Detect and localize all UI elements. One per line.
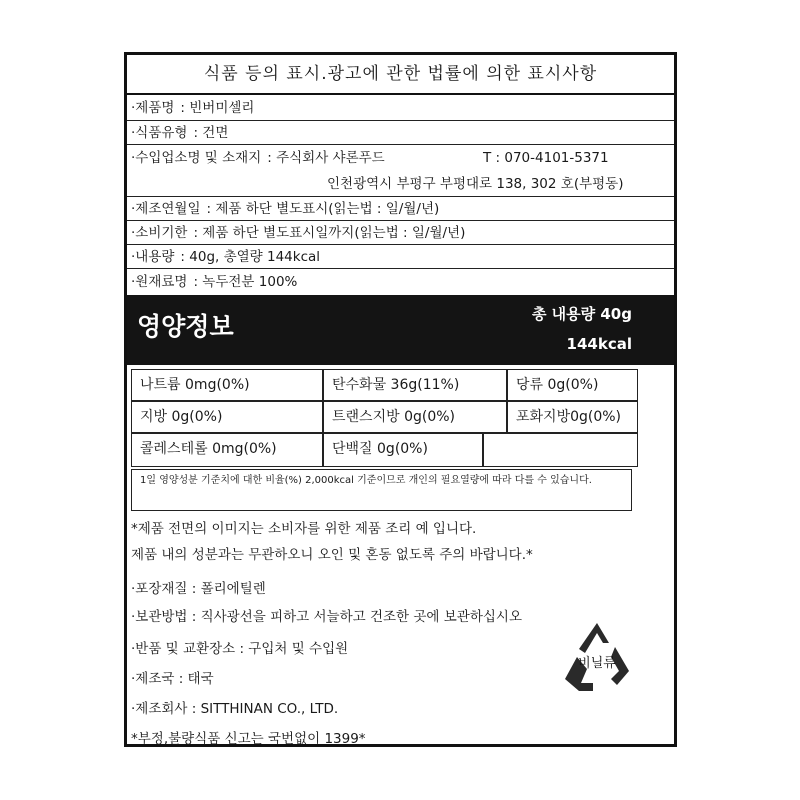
food-label — [124, 52, 677, 747]
disclaimer-line-2: 제품 내의 성분과는 무관하오니 오인 및 혼동 없도록 주의 바랍니다.* — [131, 547, 533, 563]
nutrition-header — [127, 295, 674, 365]
row-value: : 건면 — [193, 125, 229, 141]
importer-address-line — [131, 171, 674, 197]
importer-phone: T : 070-4101-5371 — [483, 150, 609, 166]
report-hotline: *부정,불량식품 신고는 국번없이 1399* — [131, 731, 366, 747]
manufacturer: ·제조회사 : SITTHINAN CO., LTD. — [131, 701, 339, 717]
return-place: ·반품 및 교환장소 : 구입처 및 수입원 — [131, 641, 349, 657]
nutrient-protein: 단백질 0g(0%) — [323, 433, 483, 467]
storage-method: ·보관방법 : 직사광선을 피하고 서늘하고 건조한 곳에 보관하십시오 — [131, 609, 522, 625]
row-key: ·제품명 — [131, 100, 175, 116]
row-key: ·내용량 — [131, 249, 175, 265]
nutrition-title: 영양정보 — [137, 312, 234, 341]
nutrient-carbs: 탄수화물 36g(11%) — [323, 369, 507, 401]
nutrition-note: 1일 영양성분 기준치에 대한 비율(%) 2,000kcal 기준이므로 개인의 필요열량에 따라 다를 수 있습니다. — [131, 469, 632, 511]
packaging-material: ·포장재질 : 폴리에틸렌 — [131, 581, 266, 597]
nutrient-sugar: 당류 0g(0%) — [507, 369, 638, 401]
row-value: : 녹두전분 100% — [193, 274, 298, 290]
row-value: : 제품 하단 별도표시일까지(읽는법 : 일/월/년) — [193, 225, 466, 241]
row-manufacture-date — [127, 197, 674, 221]
row-value: : 빈버미셀리 — [180, 100, 255, 116]
nutrient-fat: 지방 0g(0%) — [131, 401, 323, 433]
row-key: ·수입업소명 및 소재지 — [131, 150, 262, 166]
label-title: 식품 등의 표시.광고에 관한 법률에 의한 표시사항 — [127, 55, 674, 95]
nutrient-empty — [483, 433, 638, 467]
importer-address: 인천광역시 부평구 부평대로 138, 302 호(부평동) — [327, 176, 624, 192]
recycle-triangle-icon — [557, 617, 637, 697]
row-expiry — [127, 221, 674, 245]
row-food-type — [127, 121, 674, 145]
nutrient-saturated-fat: 포화지방0g(0%) — [507, 401, 638, 433]
row-value: : 40g, 총열량 144kcal — [180, 249, 321, 265]
row-ingredients — [127, 269, 674, 295]
nutrient-trans-fat: 트랜스지방 0g(0%) — [323, 401, 507, 433]
nutrient-cholesterol: 콜레스테롤 0mg(0%) — [131, 433, 323, 467]
row-key: ·소비기한 — [131, 225, 188, 241]
row-value: : 제품 하단 별도표시(읽는법 : 일/월/년) — [206, 201, 440, 217]
nutrition-grid — [127, 369, 632, 467]
recycle-triangle-svg — [557, 617, 637, 697]
row-key: ·식품유형 — [131, 125, 188, 141]
nutrition-total: 총 내용량 40g — [531, 305, 632, 323]
row-key: ·원재료명 — [131, 274, 188, 290]
row-value: : 주식회사 샤론푸드 — [267, 150, 385, 166]
recycle-label: 비닐류 — [578, 656, 616, 671]
row-importer — [127, 145, 674, 197]
origin-country: ·제조국 : 태국 — [131, 671, 214, 687]
row-content — [127, 245, 674, 269]
nutrition-kcal: 144kcal — [566, 335, 632, 353]
row-key: ·제조연월일 — [131, 201, 201, 217]
nutrient-sodium: 나트륨 0mg(0%) — [131, 369, 323, 401]
disclaimer-line-1: *제품 전면의 이미지는 소비자를 위한 제품 조리 예 입니다. — [131, 521, 477, 537]
row-product-name — [127, 95, 674, 121]
